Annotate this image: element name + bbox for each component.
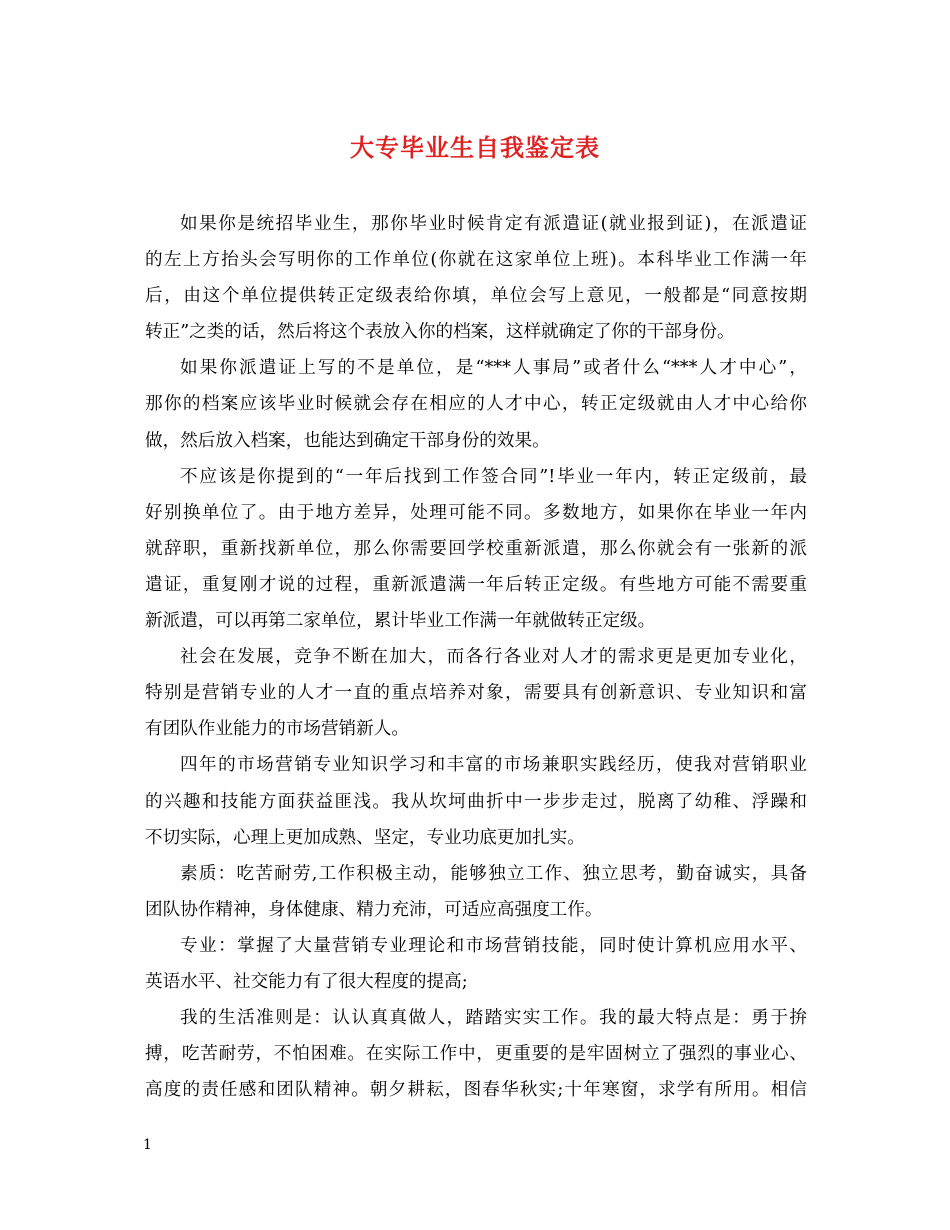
paragraph-first-line: 不应该是你提到的“一年后找到工作签合同”!毕业一年内，转正定级前，最: [180, 466, 807, 487]
paragraph-line: 英语水平、社交能力有了很大程度的提高;: [145, 971, 468, 992]
paragraph-line: 团队协作精神，身体健康、精力充沛，可适应高强度工作。: [145, 899, 603, 920]
paragraph-first-line: 专业：掌握了大量营销专业理论和市场营销技能，同时使计算机应用水平、: [180, 935, 807, 956]
page-number: 1: [143, 1137, 152, 1153]
paragraph-line: 高度的责任感和团队精神。朝夕耕耘，图春华秋实;十年寒窗，求学有所用。相信: [145, 1080, 807, 1101]
paragraph-first-line: 我的生活准则是：认认真真做人，踏踏实实工作。我的最大特点是：勇于拚: [180, 1008, 807, 1029]
paragraph-line: 不切实际，心理上更加成熟、坚定，专业功底更加扎实。: [145, 827, 585, 848]
paragraph-line: 后，由这个单位提供转正定级表给你填，单位会写上意见，一般都是“同意按期: [145, 286, 807, 307]
paragraph-line: 就辞职，重新找新单位，那么你需要回学校重新派遣，那么你就会有一张新的派: [145, 538, 807, 559]
paragraph-line: 有团队作业能力的市场营销新人。: [145, 719, 409, 740]
paragraph-line: 的兴趣和技能方面获益匪浅。我从坎坷曲折中一步步走过，脱离了幼稚、浮躁和: [145, 791, 807, 812]
paragraph-line: 那你的档案应该毕业时候就会存在相应的人才中心，转正定级就由人才中心给你: [145, 394, 807, 415]
paragraph-line: 转正”之类的话，然后将这个表放入你的档案，这样就确定了你的干部身份。: [145, 322, 735, 343]
paragraph-line: 新派遣，可以再第二家单位，累计毕业工作满一年就做转正定级。: [145, 611, 656, 632]
paragraph-first-line: 如果你是统招毕业生，那你毕业时候肯定有派遣证(就业报到证)，在派遣证: [180, 214, 807, 234]
paragraph-line: 特别是营销专业的人才一直的重点培养对象，需要具有创新意识、专业知识和富: [145, 683, 807, 704]
paragraph-line: 好别换单位了。由于地方差异，处理可能不同。多数地方，如果你在毕业一年内: [145, 502, 807, 523]
document-title: 大专毕业生自我鉴定表: [350, 133, 600, 162]
paragraph-first-line: 素质：吃苦耐劳,工作积极主动，能够独立工作、独立思考，勤奋诚实，具备: [180, 863, 807, 884]
paragraph-first-line: 社会在发展，竞争不断在加大，而各行各业对人才的需求更是更加专业化，: [180, 647, 807, 668]
paragraph-line: 的左上方抬头会写明你的工作单位(你就在这家单位上班)。本科毕业工作满一年: [145, 250, 807, 271]
paragraph-line: 遣证，重复刚才说的过程，重新派遣满一年后转正定级。有些地方可能不需要重: [145, 574, 807, 595]
paragraph-first-line: 如果你派遣证上写的不是单位，是“***人事局”或者什么“***人才中心”，: [180, 358, 807, 379]
paragraph-line: 搏，吃苦耐劳，不怕困难。在实际工作中，更重要的是牢固树立了强烈的事业心、: [145, 1044, 807, 1065]
paragraph-first-line: 四年的市场营销专业知识学习和丰富的市场兼职实践经历，使我对营销职业: [180, 755, 807, 776]
document-body: [145, 206, 807, 1108]
paragraph-line: 做，然后放入档案，也能达到确定干部身份的效果。: [145, 430, 550, 451]
